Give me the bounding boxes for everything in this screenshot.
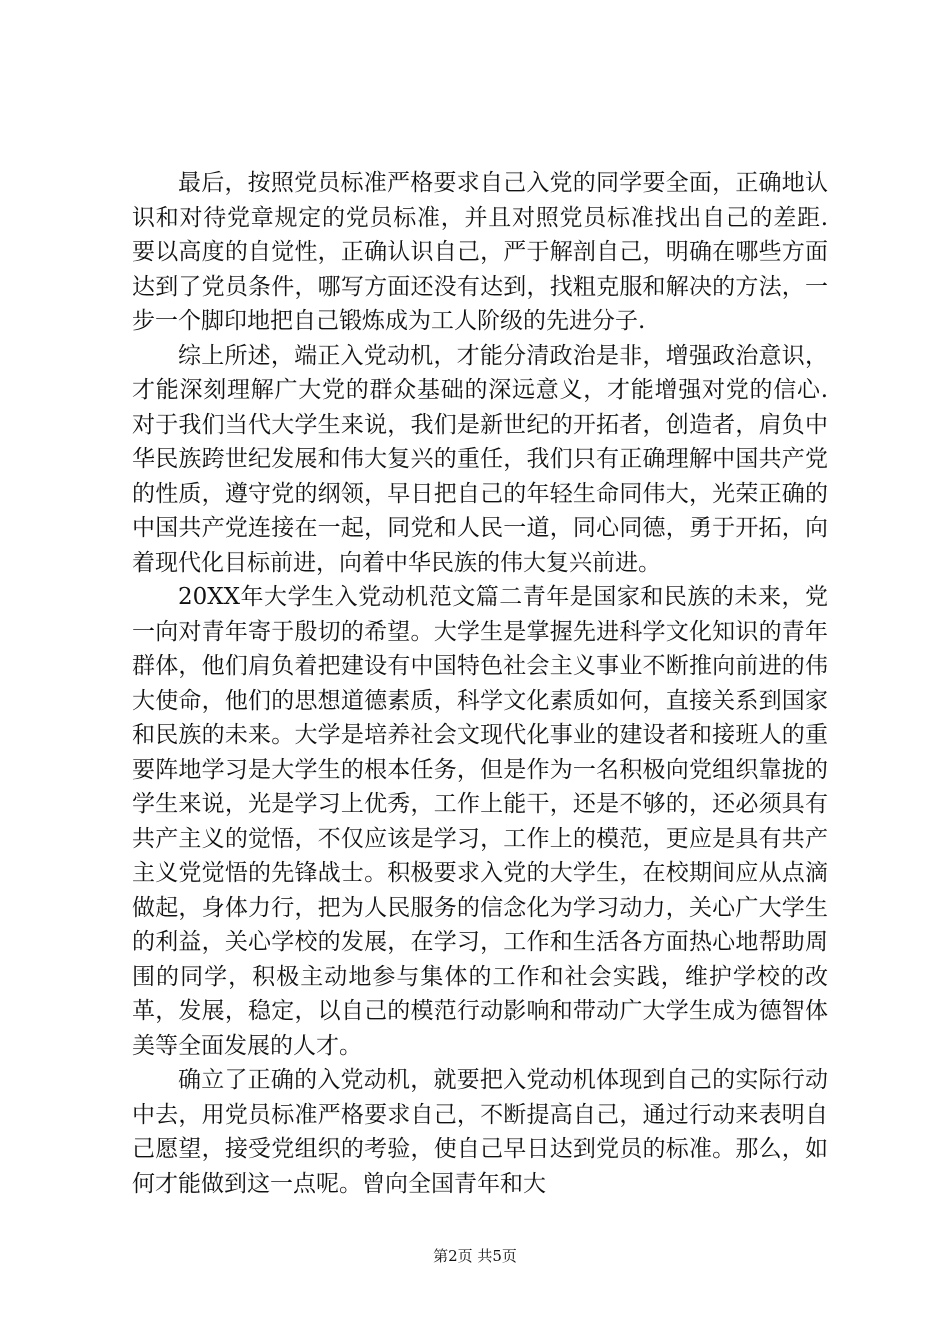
page-number-footer: 第2页 共5页 (433, 1247, 517, 1265)
paragraph-motivation-action: 确立了正确的入党动机，就要把入党动机体现到自己的实际行动中去，用党员标准严格要求自己，不断提高自己，通过行动来表明自己愿望，接受党组织的考验，使自己早日达到党员的标准。那么，如何才能做到这一点呢。曾向全国青年和大 (132, 1067, 828, 1197)
document-body (132, 166, 828, 1201)
paragraph-summary: 综上所述，端正入党动机，才能分清政治是非，增强政治意识，才能深刻理解广大党的群众基础的深远意义，才能增强对党的信心.对于我们当代大学生来说，我们是新世纪的开拓者，创造者，肩负中华民族跨世纪发展和伟大复兴的重任，我们只有正确理解中国共产党的性质，遵守党的纲领，早日把自己的年轻生命同伟大，光荣正确的中国共产党连接在一起，同党和人民一道，同心同德，勇于开拓，向着现代化目标前进，向着中华民族的伟大复兴前进。 (132, 342, 828, 576)
paragraph-essay-two: 20XX年大学生入党动机范文篇二青年是国家和民族的未来，党一向对青年寄于殷切的希望。大学生是掌握先进科学文化知识的青年群体，他们肩负着把建设有中国特色社会主义事业不断推向前进的伟大使命，他们的思想道德素质，科学文化素质如何，直接关系到国家和民族的未来。大学是培养社会文现代化事业的建设者和接班人的重要阵地学习是大学生的根本任务，但是作为一名积极向党组织靠拢的学生来说，光是学习上优秀，工作上能干，还是不够的，还必须具有共产主义的觉悟，不仅应该是学习，工作上的模范，更应是具有共产主义党觉悟的先锋战士。积极要求入党的大学生，在校期间应从点滴做起，身体力行，把为人民服务的信念化为学习动力，关心广大学生的利益，关心学校的发展，在学习，工作和生活各方面热心地帮助周围的同学，积极主动地参与集体的工作和社会实践，维护学校的改革，发展，稳定，以自己的模范行动影响和带动广大学生成为德智体美等全面发展的人才。 (132, 584, 828, 1059)
paragraph-conclusion-standards: 最后，按照党员标准严格要求自己入党的同学要全面，正确地认识和对待党章规定的党员标准，并且对照党员标准找出自己的差距.要以高度的自觉性，正确认识自己，严于解剖自己，明确在哪些方面达到了党员条件，哪写方面还没有达到，找粗克服和解决的方法，一步一个脚印地把自己锻炼成为工人阶级的先进分子. (132, 170, 828, 334)
